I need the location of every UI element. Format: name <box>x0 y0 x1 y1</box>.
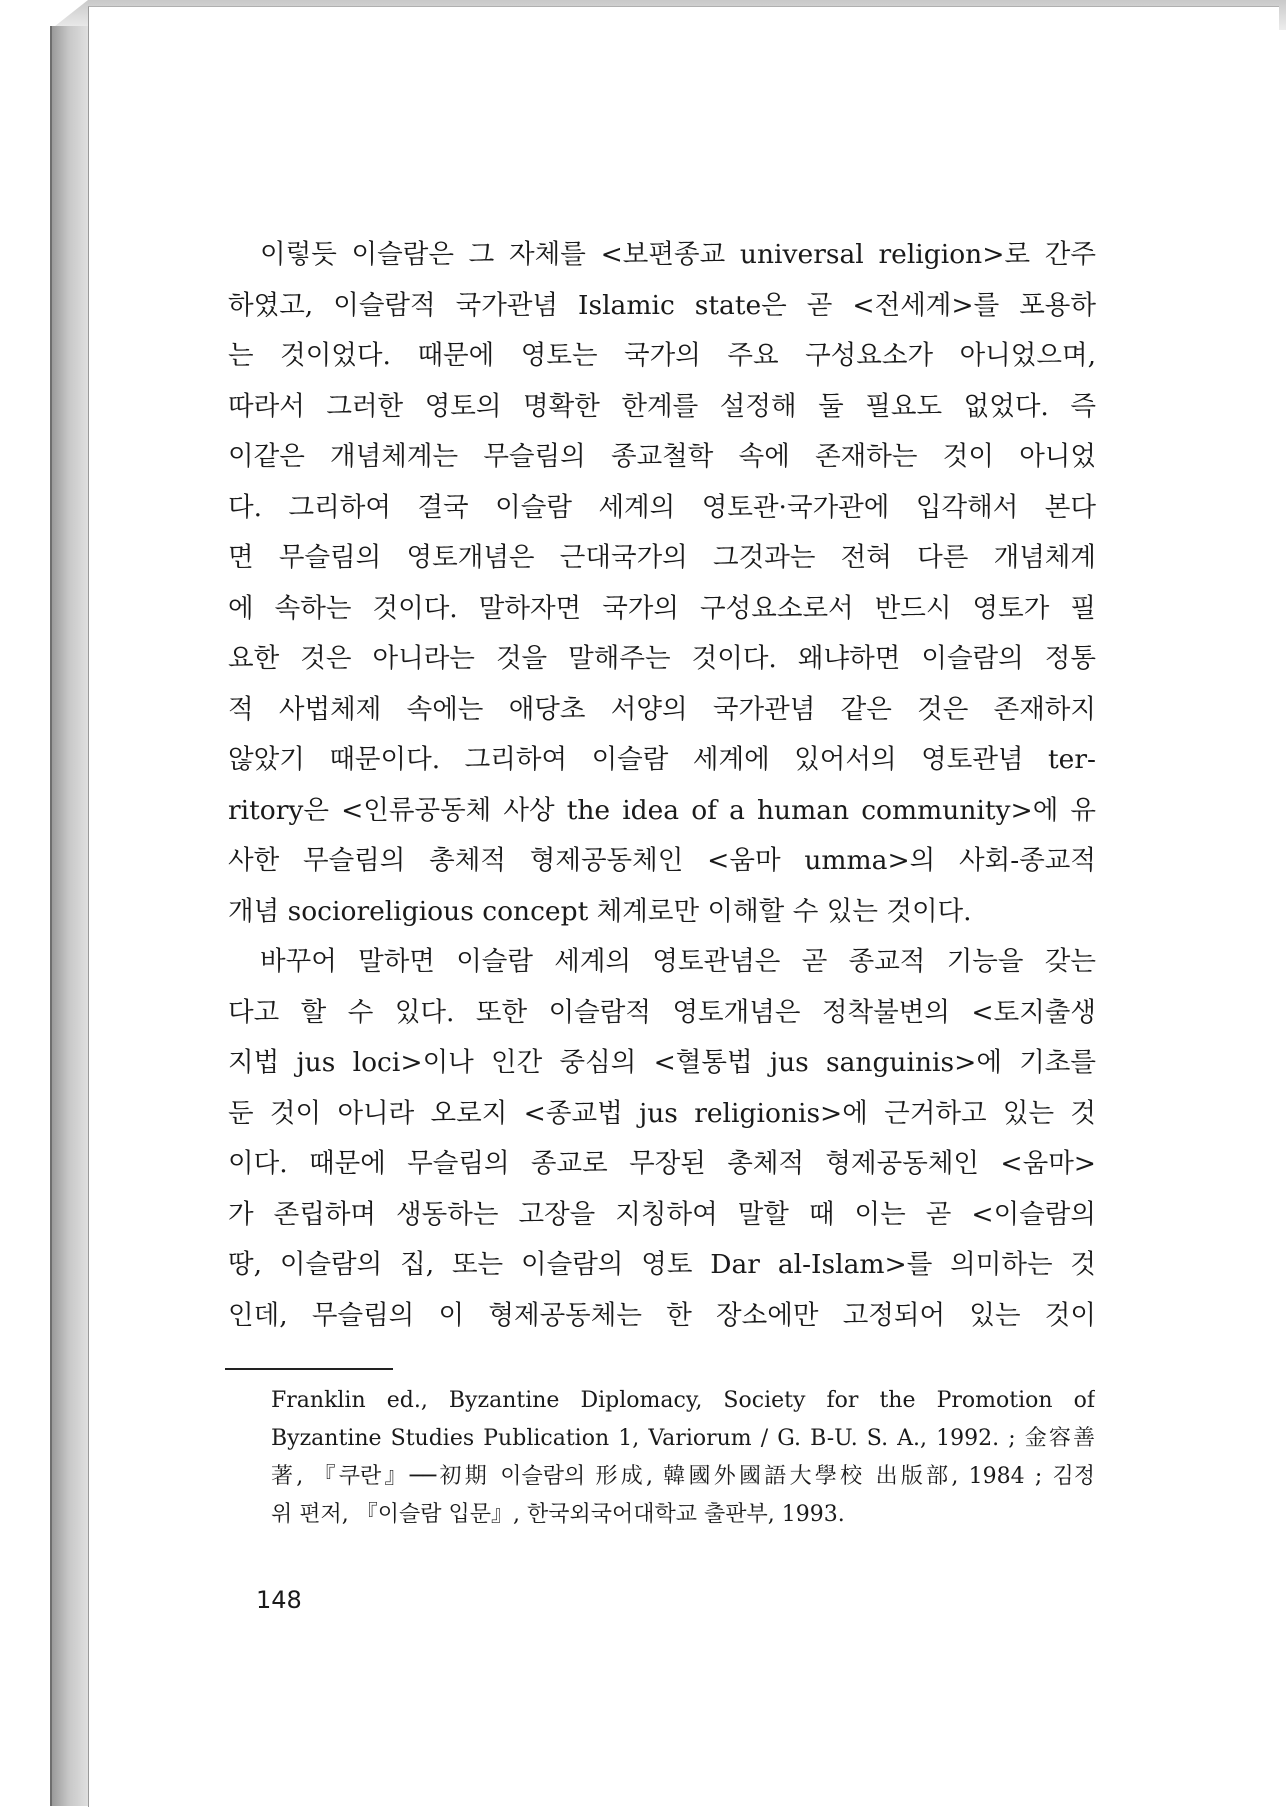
body-line: 요한 것은 아니라는 것을 말해주는 것이다. 왜냐하면 이슬람의 정통 <box>228 643 1096 674</box>
body-line: 하였고, 이슬람적 국가관념 Islamic state은 곧 <전세계>를 포용하 <box>228 289 1096 321</box>
body-line: 인데, 무슬림의 이 형제공동체는 한 장소에만 고정되어 있는 것이 <box>228 1299 1096 1331</box>
body-line: 에 속하는 것이다. 말하자면 국가의 구성요소로서 반드시 영토가 필 <box>228 592 1096 624</box>
book-spine <box>50 26 90 1806</box>
body-line: 따라서 그러한 영토의 명확한 한계를 설정해 둘 필요도 없었다. 즉 <box>228 390 1096 422</box>
body-line: 이렇듯 이슬람은 그 자체를 <보편종교 universal religion>로 간주 <box>260 239 1096 270</box>
footnote-line: Franklin ed., Byzantine Diplomacy, Society for the Promotion of <box>271 1388 1095 1413</box>
body-line: 가 존립하며 생동하는 고장을 지칭하여 말할 때 이는 곧 <이슬람의 <box>228 1198 1096 1230</box>
footnote-line: Byzantine Studies Publication 1, Variorum / G. B-U. S. A., 1992. ; 金容善 <box>271 1426 1095 1451</box>
body-line: 적 사법체제 속에는 애당초 서양의 국가관념 같은 것은 존재하지 <box>228 693 1096 725</box>
footnote-line: 著, 『쿠란』──初期 이슬람의 形成, 韓國外國語大學校 出版部, 1984 ; 김정 <box>271 1464 1095 1489</box>
body-line: 다. 그리하여 결국 이슬람 세계의 영토관·국가관에 입각해서 본다 <box>228 491 1096 523</box>
body-line: 면 무슬림의 영토개념은 근대국가의 그것과는 전혀 다른 개념체계 <box>228 542 1096 573</box>
body-line: 지법 jus loci>이나 인간 중심의 <혈통법 jus sanguinis>에 기초를 <box>228 1047 1096 1078</box>
body-line: 땅, 이슬람의 집, 또는 이슬람의 영토 Dar al-Islam>를 의미하는 것 <box>228 1249 1096 1280</box>
body-line: 이다. 때문에 무슬림의 종교로 무장된 총체적 형제공동체인 <움마> <box>228 1148 1096 1179</box>
body-line: 바꾸어 말하면 이슬람 세계의 영토관념은 곧 종교적 기능을 갖는 <box>260 946 1096 977</box>
body-line: 다고 할 수 있다. 또한 이슬람적 영토개념은 정착불변의 <토지출생 <box>228 996 1096 1028</box>
body-line: 사한 무슬림의 총체적 형제공동체인 <움마 umma>의 사회-종교적 <box>228 845 1096 876</box>
page-number: 148 <box>256 1586 302 1614</box>
body-line: 이같은 개념체계는 무슬림의 종교철학 속에 존재하는 것이 아니었 <box>228 441 1096 472</box>
main-text <box>228 230 1096 1341</box>
body-line: ritory은 <인류공동체 사상 the idea of a human community>에 유 <box>228 794 1096 826</box>
body-line: 않았기 때문이다. 그리하여 이슬람 세계에 있어서의 영토관념 ter- <box>228 744 1096 775</box>
footnote <box>271 1382 1095 1534</box>
footnote-line: 위 편저, 『이슬람 입문』, 한국외국어대학교 출판부, 1993. <box>271 1502 845 1527</box>
body-line: 는 것이었다. 때문에 영토는 국가의 주요 구성요소가 아니었으며, <box>228 340 1096 371</box>
body-line: 둔 것이 아니라 오로지 <종교법 jus religionis>에 근거하고 있는 것 <box>228 1097 1096 1129</box>
body-line: 개념 socioreligious concept 체계로만 이해할 수 있는 것이다. <box>228 895 972 927</box>
footnote-divider <box>225 1368 393 1370</box>
